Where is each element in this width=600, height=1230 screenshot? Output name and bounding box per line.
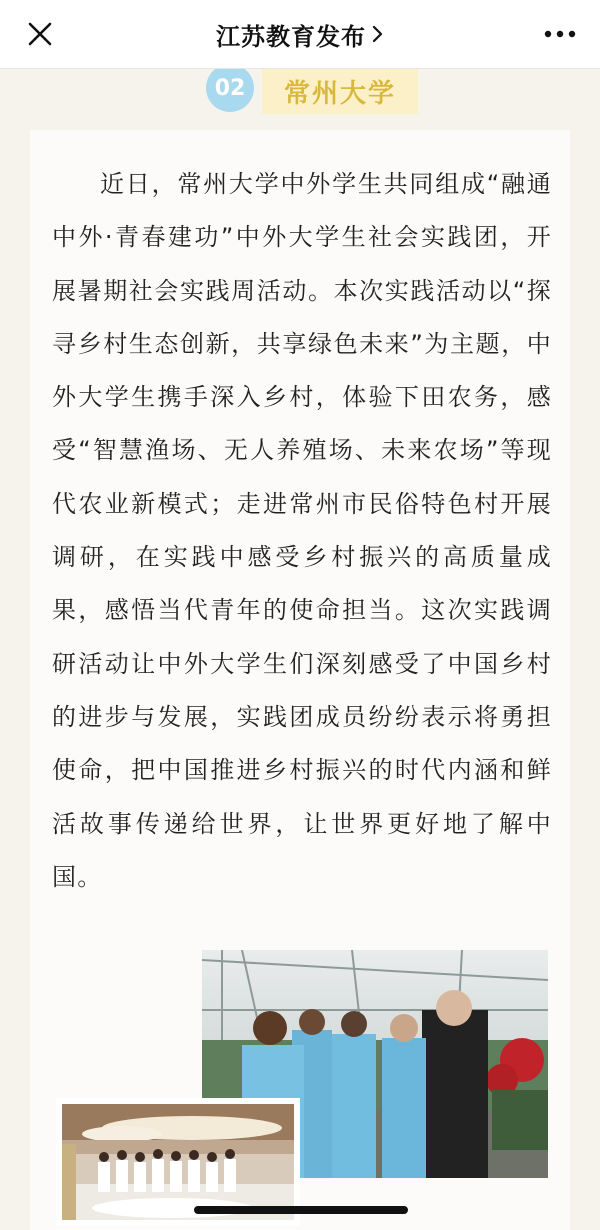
close-icon [27, 21, 53, 47]
exhibition-photo-illustration [62, 1104, 294, 1220]
more-dots-icon [544, 30, 576, 38]
section-header [200, 68, 430, 118]
more-options-button[interactable] [542, 20, 578, 48]
article-paragraph: 近日，常州大学中外学生共同组成“融通中外·青春建功”中外大学生社会实践团，开展暑期社会实践周活动。本次实践活动以“探寻乡村生态创新，共享绿色未来”为主题，中外大学生携手深入乡村，体验下田农务，感受“智慧渔场、无人养殖场、未来农场”等现代农业新模式；走进常州市民俗特色村开展调研，在实践中感受乡村振兴的高质量成果，感悟当代青年的使命担当。这次实践调研活动让中外大学生们深刻感受了中国乡村的进步与发展，实践团成员纷纷表示将勇担使命，把中国推进乡村振兴的时代内涵和鲜活故事传递给世界，让世界更好地了解中国。 [52, 170, 552, 891]
section-number-badge: 02 [206, 64, 254, 112]
home-indicator[interactable] [194, 1206, 408, 1214]
close-button[interactable] [22, 16, 58, 52]
account-title-link[interactable] [216, 17, 384, 52]
top-nav-bar [0, 0, 600, 69]
inset-photo-frame [62, 1104, 294, 1220]
chevron-right-icon [372, 25, 384, 43]
account-title: 江苏教育发布 [216, 22, 366, 51]
section-title: 常州大学 [262, 68, 418, 114]
